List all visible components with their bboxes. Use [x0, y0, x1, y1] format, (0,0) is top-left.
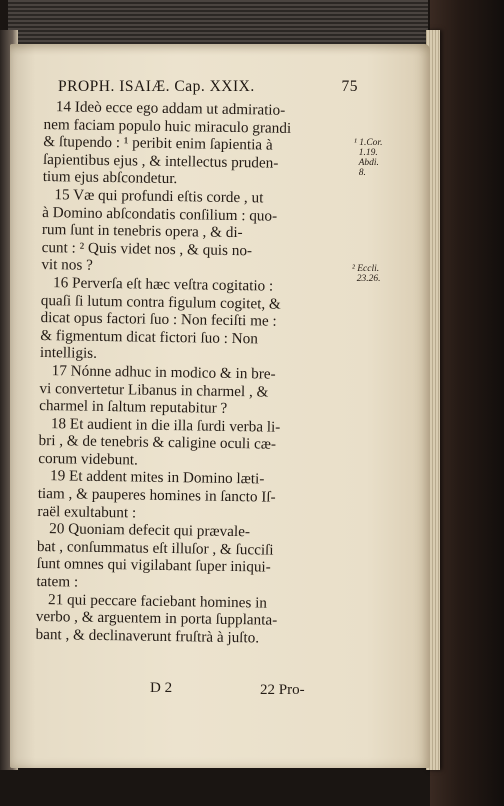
signature-mark: D 2 [150, 680, 173, 696]
text-line: 18 Et audient in die illa ſurdi verba li- [50, 414, 281, 436]
text-line: corum videbunt. [38, 449, 139, 469]
text-line: quaſi ſi lutum contra figulum cogitet, & [40, 291, 281, 313]
text-line: à Domino abſcondatis conſilium : quo- [42, 203, 278, 225]
text-line: charmel in ſaltum reputabitur ? [39, 397, 228, 418]
running-header [58, 78, 358, 98]
text-line: dicat opus factori ſuo : Non feciſti me : [40, 309, 277, 330]
background-right [430, 0, 504, 806]
text-line: & figmentum dicat fictori ſuo : Non [40, 326, 259, 348]
text-line: ſunt omnes qui vigilabant ſuper iniqui- [36, 555, 271, 577]
text-line: rum ſunt in tenebris opera , & di- [41, 221, 243, 242]
text-line: tium ejus abſcondetur. [42, 168, 178, 188]
text-line: tatem : [36, 572, 79, 591]
text-line: verbo , & arguentem in porta ſupplanta- [35, 608, 278, 629]
text-line: bat , conſummatus eſt illuſor , & ſucciſi [36, 537, 274, 559]
text-line: 14 Ideò ecce ego addam ut admiratio- [55, 98, 286, 119]
text-line: bant , & declinaverunt fruſtrà à juſto. [35, 625, 260, 647]
catchword: 22 Pro- [260, 682, 305, 698]
text-line: vi convertetur Libanus in charmel , & [39, 379, 269, 401]
text-line: tiam , & pauperes homines in ſancto Iſ- [37, 485, 276, 506]
page-number: 75 [341, 78, 358, 95]
text-line: 16 Perverſa eſt hæc veſtra cogitatio : [52, 274, 274, 295]
marginal-note-2: ² Eccli. 23.26. [352, 264, 381, 284]
text-line: 20 Quoniam defecit qui prævale- [49, 520, 251, 541]
text-line: 17 Nónne adhuc in modico & in bre- [51, 362, 276, 383]
text-line: bri , & de tenebris & caligine oculi cæ- [38, 432, 277, 453]
text-line: vit nos ? [41, 256, 93, 275]
marginal-note-1: ¹ 1.Cor. 1.19. Abdi. 8. [354, 138, 383, 178]
text-line: 19 Et addent mites in Domino læti- [49, 467, 265, 488]
text-line: ſapientibus ejus , & intellectus pruden- [42, 150, 279, 172]
text-line: nem faciam populo huic miraculo grandi [43, 115, 292, 137]
running-title: PROPH. ISAIÆ. Cap. XXIX. [58, 78, 255, 95]
text-line: 21 qui peccare faciebant homines in [47, 590, 268, 612]
body-text [35, 98, 350, 648]
text-line: raël exultabunt : [37, 502, 137, 522]
text-line: cunt : ² Quis videt nos , & quis no- [41, 238, 253, 260]
text-line: & ſtupendo : ¹ peribit enim ſapientia à [43, 133, 273, 154]
text-line: intelligis. [39, 344, 98, 363]
text-line: 15 Væ qui profundi eſtis corde , ut [54, 186, 264, 207]
